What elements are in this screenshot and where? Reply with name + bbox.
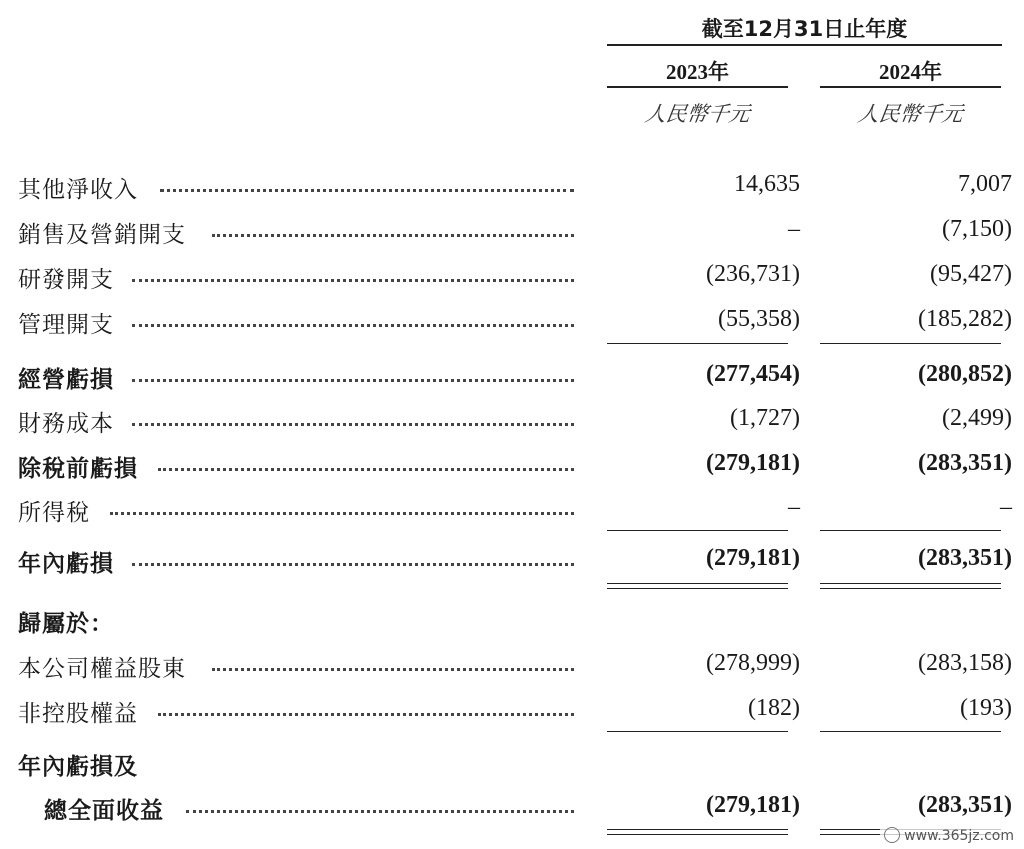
period-rule [607, 44, 1002, 46]
row-other-net-income [0, 171, 1024, 211]
leader-dots [158, 709, 574, 716]
value-2024: (283,351) [918, 450, 1012, 476]
subtotal-rule-2024 [820, 530, 1001, 531]
row-loss-before-tax [0, 450, 1024, 490]
leader-dots [160, 185, 574, 192]
value-2023: (55,358) [718, 306, 800, 332]
value-2024: (193) [960, 695, 1012, 721]
row-equity-shareholders [0, 650, 1024, 690]
value-2024: (280,852) [918, 361, 1012, 387]
leader-dots [132, 320, 574, 327]
leader-dots [186, 806, 574, 813]
value-2023: (279,181) [706, 792, 800, 818]
row-loss-and-comprehensive [0, 748, 1024, 788]
leader-dots [110, 508, 574, 515]
row-rnd [0, 261, 1024, 301]
row-loss-for-year [0, 545, 1024, 585]
value-2023: (1,727) [730, 405, 800, 431]
row-label: 銷售及營銷開支 [18, 222, 186, 248]
row-operating-loss [0, 361, 1024, 401]
value-2023: 14,635 [734, 171, 800, 197]
row-label: 歸屬於： [18, 611, 114, 637]
row-label: 除稅前虧損 [18, 456, 138, 482]
row-total-comprehensive-loss [0, 792, 1024, 832]
watermark-logo-icon [884, 827, 900, 843]
period-header: 截至12月31日止年度 [701, 17, 908, 41]
subtotal-rule-2023 [607, 530, 788, 531]
row-label: 經營虧損 [18, 367, 114, 393]
subtotal-rule-2024 [820, 731, 1001, 732]
total-double-rule-2024 [820, 583, 1001, 589]
row-label: 本公司權益股東 [18, 656, 186, 682]
subtotal-rule-2024 [820, 343, 1001, 344]
row-label: 非控股權益 [18, 701, 138, 727]
row-label: 總全面收益 [44, 798, 164, 824]
year-rule-2024 [820, 86, 1001, 88]
value-2024: 7,007 [958, 171, 1012, 197]
value-2023: (182) [748, 695, 800, 721]
leader-dots [212, 664, 574, 671]
total-double-rule-2023 [607, 829, 788, 835]
value-2023: (279,181) [706, 545, 800, 571]
leader-dots [132, 419, 574, 426]
watermark-text: www.365jz.com [904, 828, 1014, 844]
row-label: 年內虧損及 [18, 754, 138, 780]
row-admin [0, 306, 1024, 346]
leader-dots [132, 559, 574, 566]
year-rule-2023 [607, 86, 788, 88]
leader-dots [132, 275, 574, 282]
value-2023: (277,454) [706, 361, 800, 387]
year-header-2023: 2023年 [666, 60, 729, 84]
row-attributable-to [0, 605, 1024, 645]
value-2023: – [788, 494, 800, 520]
watermark [880, 826, 1018, 845]
value-2023: (279,181) [706, 450, 800, 476]
row-selling-marketing [0, 216, 1024, 256]
subtotal-rule-2023 [607, 731, 788, 732]
value-2024: (185,282) [918, 306, 1012, 332]
value-2024: (283,351) [918, 545, 1012, 571]
row-finance-costs [0, 405, 1024, 445]
value-2023: (278,999) [706, 650, 800, 676]
row-non-controlling [0, 695, 1024, 735]
row-label: 財務成本 [18, 411, 114, 437]
row-label: 年內虧損 [18, 551, 114, 577]
value-2024: (283,351) [918, 792, 1012, 818]
value-2024: (2,499) [942, 405, 1012, 431]
value-2024: (95,427) [930, 261, 1012, 287]
row-label: 管理開支 [18, 312, 114, 338]
row-label: 所得稅 [18, 500, 90, 526]
row-label: 研發開支 [18, 267, 114, 293]
value-2024: (7,150) [942, 216, 1012, 242]
row-label: 其他淨收入 [18, 177, 138, 203]
value-2023: – [788, 216, 800, 242]
leader-dots [212, 230, 574, 237]
unit-label-2024: 人民幣千元 [856, 102, 965, 126]
leader-dots [158, 464, 574, 471]
unit-label-2023: 人民幣千元 [643, 102, 752, 126]
year-header-2024: 2024年 [879, 60, 942, 84]
total-double-rule-2023 [607, 583, 788, 589]
value-2023: (236,731) [706, 261, 800, 287]
leader-dots [132, 375, 574, 382]
value-2024: (283,158) [918, 650, 1012, 676]
subtotal-rule-2023 [607, 343, 788, 344]
value-2024: – [1000, 494, 1012, 520]
row-income-tax [0, 494, 1024, 534]
